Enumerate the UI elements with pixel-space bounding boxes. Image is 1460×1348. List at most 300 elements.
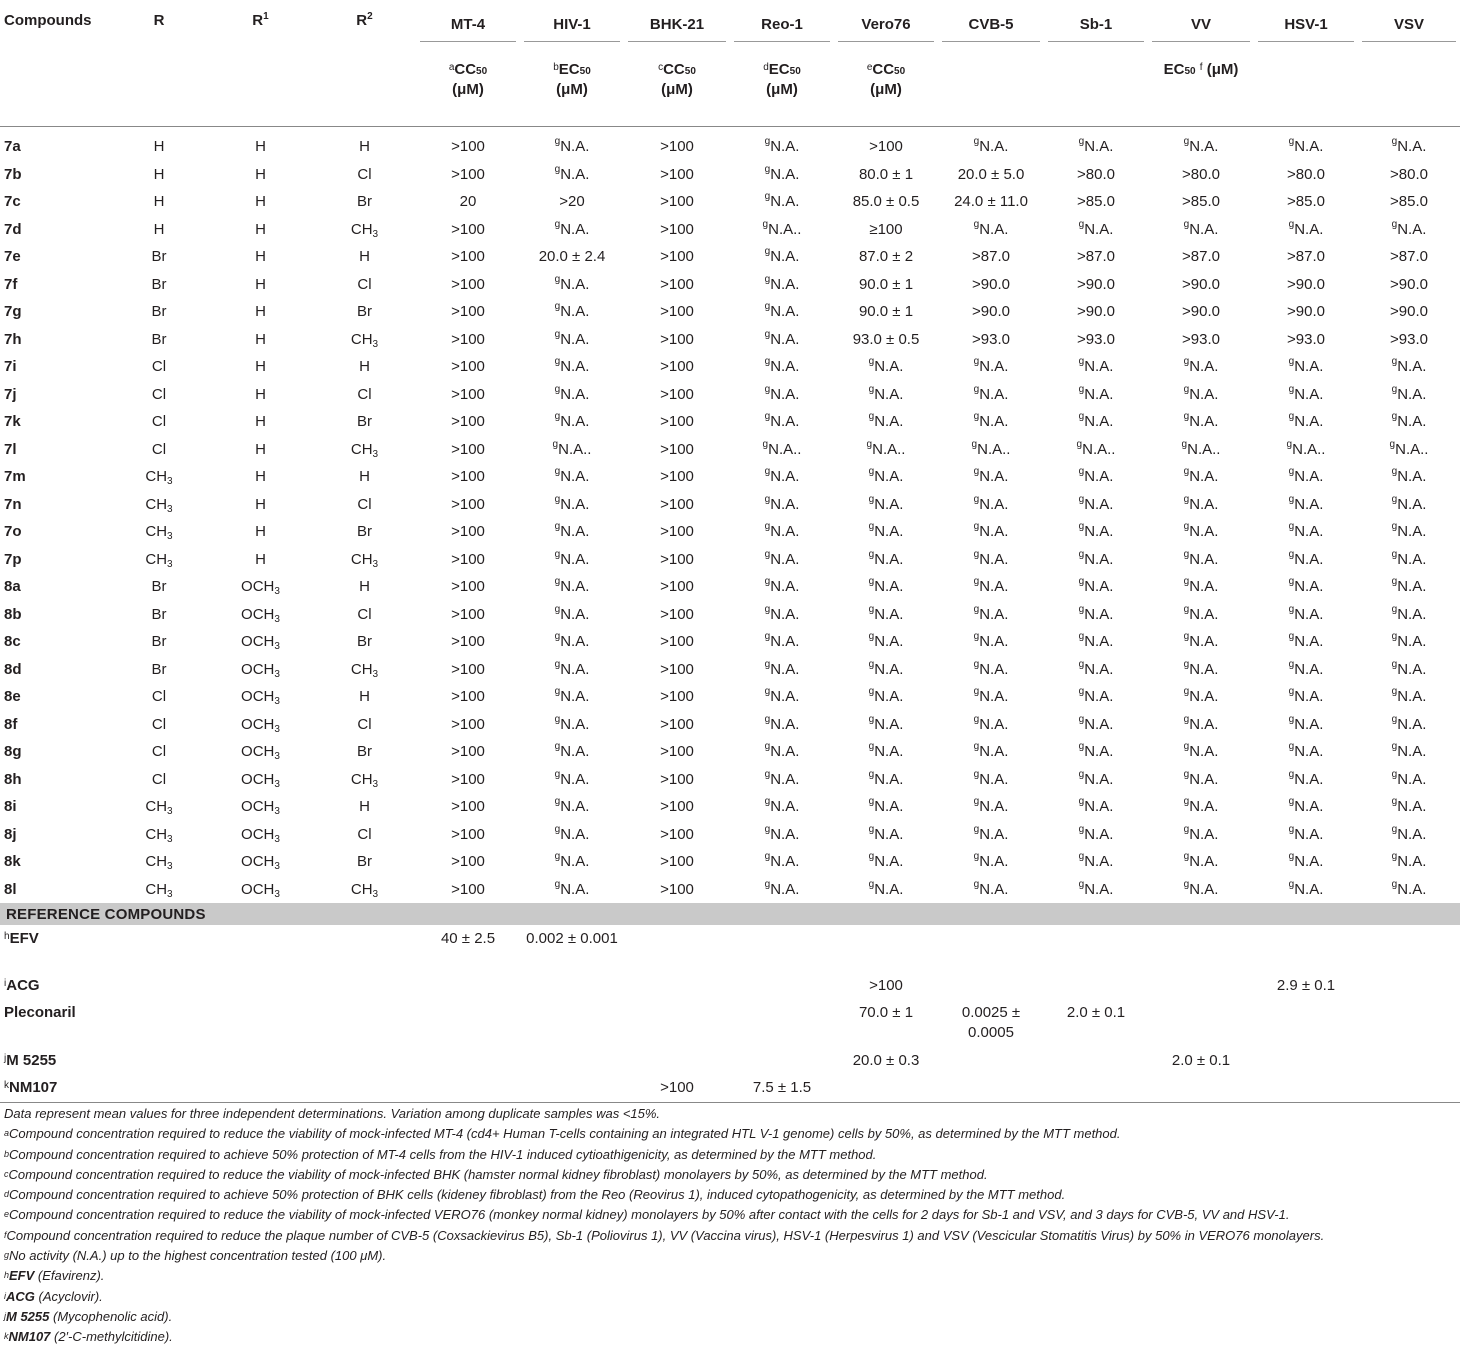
table-cell: $CH_3$ [350,330,379,350]
table-cell: >100 [869,138,903,156]
table-cell: $^g$N.A. [1391,741,1427,761]
reference-row [0,1074,1460,1103]
compound-id-cell: 7g [4,303,22,321]
subheader-hiv1-ec50: $^bEC_{50}$ (μM) [553,61,591,98]
table-cell: $^g$N.A. [554,686,590,706]
table-cell: $^g$N.A. [868,878,904,898]
table-cell: $^g$N.A. [1391,218,1427,238]
table-row [0,711,1460,739]
reference-cell-hsv1 [1254,1047,1358,1074]
compound-id-cell: 8g [4,743,22,761]
table-row [0,216,1460,244]
reference-cell-hiv1 [520,1074,624,1103]
table-cell: >100 [451,330,485,348]
reference-cell-cvb5 [938,1047,1044,1074]
table-cell: $^g$N.A. [868,521,904,541]
table-cell: $^g$N.A. [1288,768,1324,788]
reference-compound-name: $^j$M 5255 [4,1052,57,1069]
header-compounds: Compounds [4,12,92,29]
table-cell: $^g$N.A. [554,466,590,486]
reference-cell-vsv [1358,999,1460,1047]
compound-id-cell: 8k [4,853,21,871]
table-cell: $^g$N.A. [1078,823,1114,843]
compound-id-cell: 8f [4,715,18,733]
table-cell: H [359,138,370,156]
table-cell: $OCH_3$ [241,660,280,680]
table-cell: $CH_3$ [145,550,173,570]
reference-rows [0,925,1460,1103]
footnote-k: $^k$NM107 (2′-C-methylcitidine). [4,1329,173,1345]
table-row [0,271,1460,299]
table-cell: $^g$N.A. [764,136,800,156]
table-cell: >100 [660,523,694,541]
reference-cell-hsv1 [1254,1074,1358,1103]
table-cell: $^g$N.A.. [971,438,1011,458]
table-cell: $^g$N.A. [973,466,1009,486]
table-cell: $^g$N.A. [1288,823,1324,843]
table-cell: $^g$N.A. [1391,411,1427,431]
compound-id-cell: 7h [4,330,22,348]
table-cell: $^g$N.A. [1078,548,1114,568]
table-cell: $OCH_3$ [241,853,280,873]
table-cell: $OCH_3$ [241,578,280,598]
table-cell: $CH_3$ [350,660,379,680]
compound-id-cell: 7o [4,523,22,541]
table-row [0,353,1460,381]
table-row [0,876,1460,904]
header-bhk21: BHK-21 [624,2,730,52]
reference-cell-mt4: 40 ± 2.5 [440,930,496,947]
reference-cell-bhk21: >100 [660,1079,694,1096]
table-cell: $^g$N.A. [1183,603,1219,623]
table-cell: $^g$N.A. [973,658,1009,678]
table-cell: $OCH_3$ [241,633,280,653]
table-cell: $CH_3$ [145,825,173,845]
reference-cell-vv [1148,999,1254,1047]
table-cell: $^g$N.A. [764,493,800,513]
table-cell: $^g$N.A.. [762,218,802,238]
reference-compound-name: $^i$ACG [4,977,40,994]
table-cell: 20.0 ± 5.0 [957,165,1025,183]
footnote-intro: Data represent mean values for three independent determinations. Variation among duplicate samples was <15%. [4,1106,661,1121]
table-cell: >100 [451,495,485,513]
table-cell: >90.0 [1182,275,1220,293]
table-cell: $^g$N.A. [1183,521,1219,541]
reference-cell-vsv [1358,1074,1460,1103]
header-vero76: Vero76 [834,2,938,52]
table-cell: $^g$N.A. [764,823,800,843]
table-cell: $CH_3$ [350,550,379,570]
table-cell: $CH_3$ [350,220,379,240]
reference-cell-hiv1 [520,972,624,999]
table-cell: $^g$N.A. [1288,383,1324,403]
antiviral-activity-table [0,2,1460,1103]
table-cell: >85.0 [1182,193,1220,211]
table-cell: $^g$N.A. [1288,356,1324,376]
table-row [0,127,1460,161]
table-cell: $^g$N.A. [764,301,800,321]
footnote-j: $^j$M 5255 (Mycophenolic acid). [4,1308,173,1324]
table-cell: $^g$N.A. [1183,493,1219,513]
table-cell: >100 [451,138,485,156]
table-cell: H [359,688,370,706]
reference-compound-name: $^h$EFV [4,930,39,947]
table-cell: $^g$N.A. [554,823,590,843]
table-cell: Br [151,660,167,678]
table-cell: $^g$N.A. [1183,383,1219,403]
footnote-d: $^d$Compound concentration required to achieve 50% protection of BHK cells (kideney fibroblast) from the Reo (Reovirus 1), induced cytopathogenicity, as determined by the MTT method. [4,1187,1066,1203]
table-row [0,546,1460,574]
table-cell: $^g$N.A. [1391,493,1427,513]
table-cell: >80.0 [1390,165,1428,183]
table-cell: Br [357,193,372,211]
table-cell: $OCH_3$ [241,798,280,818]
table-cell: $^g$N.A. [1391,603,1427,623]
table-row [0,408,1460,436]
table-cell: Br [357,303,372,321]
table-cell: >87.0 [1287,248,1325,266]
table-cell: $^g$N.A.. [1389,438,1429,458]
subheader-mt4-cc50: $^aCC_{50}$ (μM) [448,61,488,98]
table-cell: $^g$N.A. [1078,603,1114,623]
subheader-bhk21-cc50: $^cCC_{50}$ (μM) [658,61,696,98]
reference-cell-vv [1148,925,1254,972]
table-cell: $^g$N.A. [973,768,1009,788]
table-cell: $^g$N.A. [973,878,1009,898]
compound-id-cell: 7c [4,193,21,211]
compound-id-cell: 7d [4,220,22,238]
footnote-h: $^h$EFV (Efavirenz). [4,1268,105,1284]
table-cell: Br [357,633,372,651]
reference-cell-vero76 [834,1074,938,1103]
compound-id-cell: 8a [4,578,21,596]
subheader-vero76-cc50: $^eCC_{50}$ (μM) [866,61,906,98]
compound-id-cell: 7m [4,468,26,486]
table-cell: >100 [451,385,485,403]
table-cell: $^g$N.A. [1391,548,1427,568]
table-cell: $^g$N.A. [554,163,590,183]
table-cell: >100 [451,303,485,321]
table-cell: $^g$N.A. [1078,851,1114,871]
table-cell: >100 [451,633,485,651]
table-cell: $^g$N.A. [764,603,800,623]
footnote-f: $^f$Compound concentration required to reduce the plaque number of CVB-5 (Coxsackievirus B5), Sb-1 (Poliovirus 1), VV (Vaccina virus), HSV-1 (Herpesvirus 1) and VSV (Vescicular Stomatitis Virus) by 50% in VERO76 monolayers. [4,1227,1325,1243]
reference-cell-vv [1148,1074,1254,1103]
table-cell: ≥100 [869,220,903,238]
table-cell: $^g$N.A. [764,878,800,898]
table-cell: >100 [660,220,694,238]
table-cell: $^g$N.A. [1078,218,1114,238]
table-cell: $^g$N.A. [1078,466,1114,486]
subheader-vv-ec50: $EC_{50}$ $^f$ (μM) [1163,61,1239,78]
table-cell: >90.0 [1077,303,1115,321]
table-cell: 20.0 ± 2.4 [538,248,606,266]
table-cell: $^g$N.A. [1391,136,1427,156]
table-cell: $^g$N.A. [554,796,590,816]
table-cell: $^g$N.A. [554,273,590,293]
table-cell: >100 [451,220,485,238]
header-cvb5: CVB-5 [938,2,1044,52]
reference-cell-cvb5: 0.0025 ± 0.0005 [961,1004,1021,1041]
table-row [0,381,1460,409]
table-cell: >100 [660,358,694,376]
table-cell: $^g$N.A. [1391,823,1427,843]
table-cell: $^g$N.A. [554,878,590,898]
table-cell: Cl [151,715,167,733]
table-cell: Br [357,743,372,761]
table-cell: Cl [151,358,167,376]
table-cell: $^g$N.A. [868,466,904,486]
table-cell: >100 [660,138,694,156]
reference-row [0,1047,1460,1074]
table-cell: Cl [151,743,167,761]
table-cell: >100 [660,413,694,431]
header-hsv1: HSV-1 [1254,2,1358,52]
table-cell: $^g$N.A. [1288,741,1324,761]
table-cell: $^g$N.A. [973,603,1009,623]
header-vsv: VSV [1358,2,1460,52]
reference-cell-vv [1148,972,1254,999]
table-cell: $^g$N.A. [554,851,590,871]
table-row [0,436,1460,464]
table-cell: $^g$N.A. [973,631,1009,651]
table-cell: $CH_3$ [145,523,173,543]
table-cell: $^g$N.A. [973,493,1009,513]
table-cell: $^g$N.A. [764,163,800,183]
table-cell: $^g$N.A. [1183,796,1219,816]
reference-row [0,925,1460,972]
table-cell: $^g$N.A. [764,658,800,678]
table-cell: $^g$N.A. [973,548,1009,568]
table-cell: $^g$N.A. [868,768,904,788]
table-cell: $^g$N.A. [554,301,590,321]
footnote-i: $^i$ACG (Acyclovir). [4,1288,103,1304]
reference-cell-sb1 [1044,925,1148,972]
table-cell: H [255,495,266,513]
table-cell: $^g$N.A. [868,411,904,431]
table-header [0,2,1460,127]
compound-id-cell: 8c [4,633,21,651]
compound-id-cell: 7a [4,138,21,156]
header-sb1: Sb-1 [1044,2,1148,52]
table-cell: $^g$N.A. [764,191,800,211]
table-cell: >100 [660,770,694,788]
table-cell: >90.0 [1390,275,1428,293]
table-cell: >87.0 [972,248,1010,266]
table-cell: $^g$N.A. [1078,576,1114,596]
table-cell: >100 [451,743,485,761]
compound-id-cell: 8j [4,825,17,843]
table-cell: H [359,798,370,816]
table-cell: >87.0 [1077,248,1115,266]
table-cell: $^g$N.A.. [762,438,802,458]
compound-id-cell: 8h [4,770,22,788]
reference-cell-hiv1 [520,1047,624,1074]
reference-cell-hsv1 [1254,925,1358,972]
table-cell: $^g$N.A. [1078,658,1114,678]
table-cell: $^g$N.A. [1183,878,1219,898]
reference-cell-vsv [1358,972,1460,999]
table-cell: $^g$N.A. [554,576,590,596]
table-cell: $^g$N.A. [1078,521,1114,541]
table-cell: $OCH_3$ [241,688,280,708]
table-cell: >93.0 [972,330,1010,348]
table-cell: $^g$N.A. [1391,658,1427,678]
table-cell: $^g$N.A. [764,851,800,871]
table-cell: $^g$N.A. [764,796,800,816]
table-cell: $^g$N.A. [554,328,590,348]
table-cell: >100 [451,798,485,816]
table-cell: $^g$N.A. [973,411,1009,431]
table-cell: >100 [660,605,694,623]
compound-id-cell: 8e [4,688,21,706]
table-cell: $^g$N.A. [764,686,800,706]
table-cell: $^g$N.A. [554,741,590,761]
table-cell: $^g$N.A. [1288,466,1324,486]
table-cell: $^g$N.A. [1183,411,1219,431]
table-cell: H [255,330,266,348]
table-cell: >85.0 [1390,193,1428,211]
table-row [0,628,1460,656]
table-cell: H [359,578,370,596]
table-cell: $OCH_3$ [241,825,280,845]
table-cell: $OCH_3$ [241,605,280,625]
table-cell: >90.0 [1077,275,1115,293]
table-cell: $^g$N.A. [1288,521,1324,541]
table-cell: >93.0 [1077,330,1115,348]
table-cell: 85.0 ± 0.5 [852,193,920,211]
reference-cell-hiv1 [520,999,624,1047]
compound-id-cell: 7n [4,495,22,513]
table-cell: $^g$N.A. [1183,136,1219,156]
table-cell: $^g$N.A. [973,383,1009,403]
table-cell: $^g$N.A. [1288,603,1324,623]
table-cell: $OCH_3$ [241,715,280,735]
table-cell: >100 [451,165,485,183]
table-cell: >100 [451,550,485,568]
table-cell: >100 [660,248,694,266]
header-r1: $R^1$ [252,11,269,29]
table-cell: >100 [660,825,694,843]
table-cell: $OCH_3$ [241,770,280,790]
compound-id-cell: 7b [4,165,22,183]
reference-band [0,903,1460,925]
table-cell: $^g$N.A. [1288,136,1324,156]
table-cell: Br [151,303,167,321]
table-cell: Br [151,605,167,623]
table-cell: $^g$N.A. [1288,878,1324,898]
table-cell: 93.0 ± 0.5 [852,330,920,348]
table-cell: $CH_3$ [350,880,379,900]
table-cell: Br [357,413,372,431]
table-cell: >100 [660,468,694,486]
reference-compound-name: $^k$NM107 [4,1079,58,1096]
table-cell: Cl [357,715,372,733]
table-cell: $^g$N.A. [1391,796,1427,816]
table-cell: 20 [459,193,477,211]
table-cell: $^g$N.A. [764,521,800,541]
table-cell: Br [151,578,167,596]
table-cell: $^g$N.A. [868,741,904,761]
table-cell: $CH_3$ [350,770,379,790]
table-cell: $^g$N.A. [868,383,904,403]
table-row [0,848,1460,876]
table-cell: Cl [357,385,372,403]
table-cell: >93.0 [1390,330,1428,348]
compound-id-cell: 7k [4,413,21,431]
compound-id-cell: 8d [4,660,22,678]
table-cell: Cl [151,440,167,458]
table-cell: $^g$N.A. [1078,493,1114,513]
reference-cell-vero76: 70.0 ± 1 [858,1004,914,1021]
table-cell: >100 [451,578,485,596]
table-cell: $^g$N.A. [1391,768,1427,788]
table-footnotes [4,1104,1454,1348]
table-cell: >87.0 [1390,248,1428,266]
compound-id-cell: 7f [4,275,18,293]
table-cell: $^g$N.A. [868,493,904,513]
reference-row [0,999,1460,1047]
table-cell: $^g$N.A. [973,823,1009,843]
reference-cell-hsv1 [1254,999,1358,1047]
table-cell: H [255,468,266,486]
table-cell: >90.0 [1287,303,1325,321]
table-cell: >80.0 [1182,165,1220,183]
table-cell: $^g$N.A. [868,356,904,376]
table-cell: $^g$N.A. [1183,823,1219,843]
compound-id-cell: 7e [4,248,21,266]
table-cell: $^g$N.A. [554,411,590,431]
reference-cell-sb1 [1044,1047,1148,1074]
reference-cell-bhk21 [624,1047,730,1074]
table-cell: $^g$N.A. [554,603,590,623]
compound-id-cell: 7i [4,358,17,376]
table-cell: Br [151,633,167,651]
table-cell: $^g$N.A. [554,658,590,678]
table-cell: $^g$N.A. [1183,741,1219,761]
reference-cell-hsv1: 2.9 ± 0.1 [1276,977,1336,994]
table-cell: >90.0 [1182,303,1220,321]
table-cell: $^g$N.A. [868,686,904,706]
reference-cell-reo1 [730,925,834,972]
table-cell: $^g$N.A. [868,576,904,596]
table-cell: $^g$N.A. [764,411,800,431]
reference-cell-reo1 [730,972,834,999]
table-cell: $^g$N.A. [554,218,590,238]
table-cell: >100 [660,550,694,568]
reference-cell-mt4 [416,1047,520,1074]
table-cell: >100 [451,770,485,788]
header-vv: VV [1148,2,1254,52]
table-cell: $^g$N.A. [1078,878,1114,898]
table-cell: $^g$N.A. [973,741,1009,761]
table-cell: $^g$N.A. [554,493,590,513]
footnote-b: $^b$Compound concentration required to achieve 50% protection of MT-4 cells from the HIV-1 induced cytioathigenicity, as determined by the MTT method. [4,1146,877,1162]
table-cell: >20 [559,193,585,211]
reference-cell-cvb5 [938,1074,1044,1103]
table-cell: H [255,358,266,376]
reference-cell-bhk21 [624,999,730,1047]
table-row [0,766,1460,794]
compound-id-cell: 7l [4,440,17,458]
footnote-g: $^g$No activity (N.A.) up to the highest concentration tested (100 μM). [4,1248,387,1264]
table-row [0,161,1460,189]
table-cell: Br [151,248,167,266]
table-cell: $CH_3$ [145,853,173,873]
table-cell: H [255,303,266,321]
table-cell: $^g$N.A. [1183,548,1219,568]
table-cell: $^g$N.A.. [866,438,906,458]
